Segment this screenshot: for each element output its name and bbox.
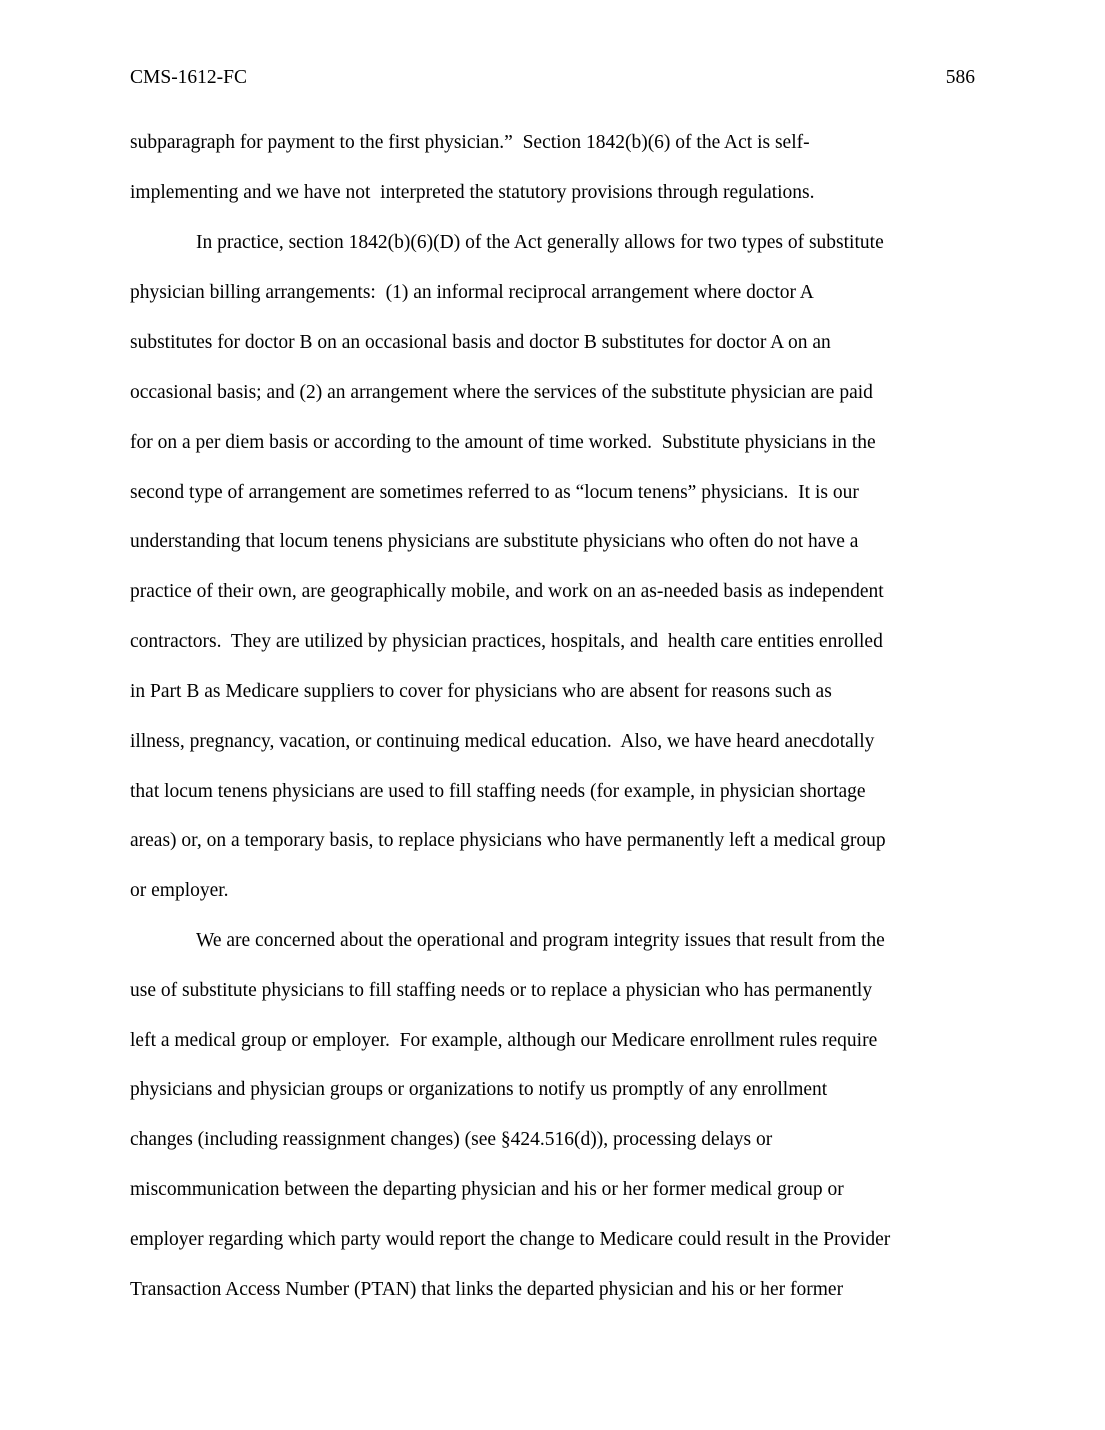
body-line: Transaction Access Number (PTAN) that links the departed physician and his or her former — [130, 1279, 844, 1300]
body-line: left a medical group or employer. For example, although our Medicare enrollment rules require — [130, 1030, 878, 1051]
body-line: illness, pregnancy, vacation, or continuing medical education. Also, we have heard anecdotally — [130, 731, 875, 752]
paragraph-start-line: We are concerned about the operational and program integrity issues that result from the — [196, 930, 885, 951]
body-line: substitutes for doctor B on an occasional basis and doctor B substitutes for doctor A on an — [130, 332, 831, 353]
body-line: understanding that locum tenens physicians are substitute physicians who often do not have a — [130, 531, 859, 552]
body-line: miscommunication between the departing physician and his or her former medical group or — [130, 1179, 844, 1200]
body-line: employer regarding which party would report the change to Medicare could result in the Provider — [130, 1229, 891, 1250]
body-line: in Part B as Medicare suppliers to cover for physicians who are absent for reasons such as — [130, 681, 832, 702]
paragraph-start-line: In practice, section 1842(b)(6)(D) of the Act generally allows for two types of substitute — [196, 232, 884, 253]
body-line: areas) or, on a temporary basis, to replace physicians who have permanently left a medical group — [130, 830, 886, 851]
body-line: implementing and we have not interpreted the statutory provisions through regulations. — [130, 182, 815, 203]
body-line: or employer. — [130, 880, 229, 901]
page-number: 586 — [945, 67, 975, 88]
body-line: contractors. They are utilized by physician practices, hospitals, and health care entities enrolled — [130, 631, 883, 652]
body-line: changes (including reassignment changes) (see §424.516(d)), processing delays or — [130, 1129, 773, 1150]
body-line: practice of their own, are geographically mobile, and work on an as-needed basis as independent — [130, 581, 884, 602]
body-line: physician billing arrangements: (1) an informal reciprocal arrangement where doctor A — [130, 282, 814, 303]
body-line: for on a per diem basis or according to the amount of time worked. Substitute physicians in the — [130, 432, 876, 453]
body-line: physicians and physician groups or organizations to notify us promptly of any enrollment — [130, 1079, 828, 1100]
body-line: occasional basis; and (2) an arrangement where the services of the substitute physician are paid — [130, 382, 873, 403]
body-line: that locum tenens physicians are used to fill staffing needs (for example, in physician shortage — [130, 781, 866, 802]
body-line: second type of arrangement are sometimes referred to as “locum tenens” physicians. It is our — [130, 482, 859, 503]
body-line: subparagraph for payment to the first physician.” Section 1842(b)(6) of the Act is self- — [130, 132, 810, 153]
document-id: CMS-1612-FC — [130, 67, 248, 88]
body-line: use of substitute physicians to fill staffing needs or to replace a physician who has permanently — [130, 980, 873, 1001]
